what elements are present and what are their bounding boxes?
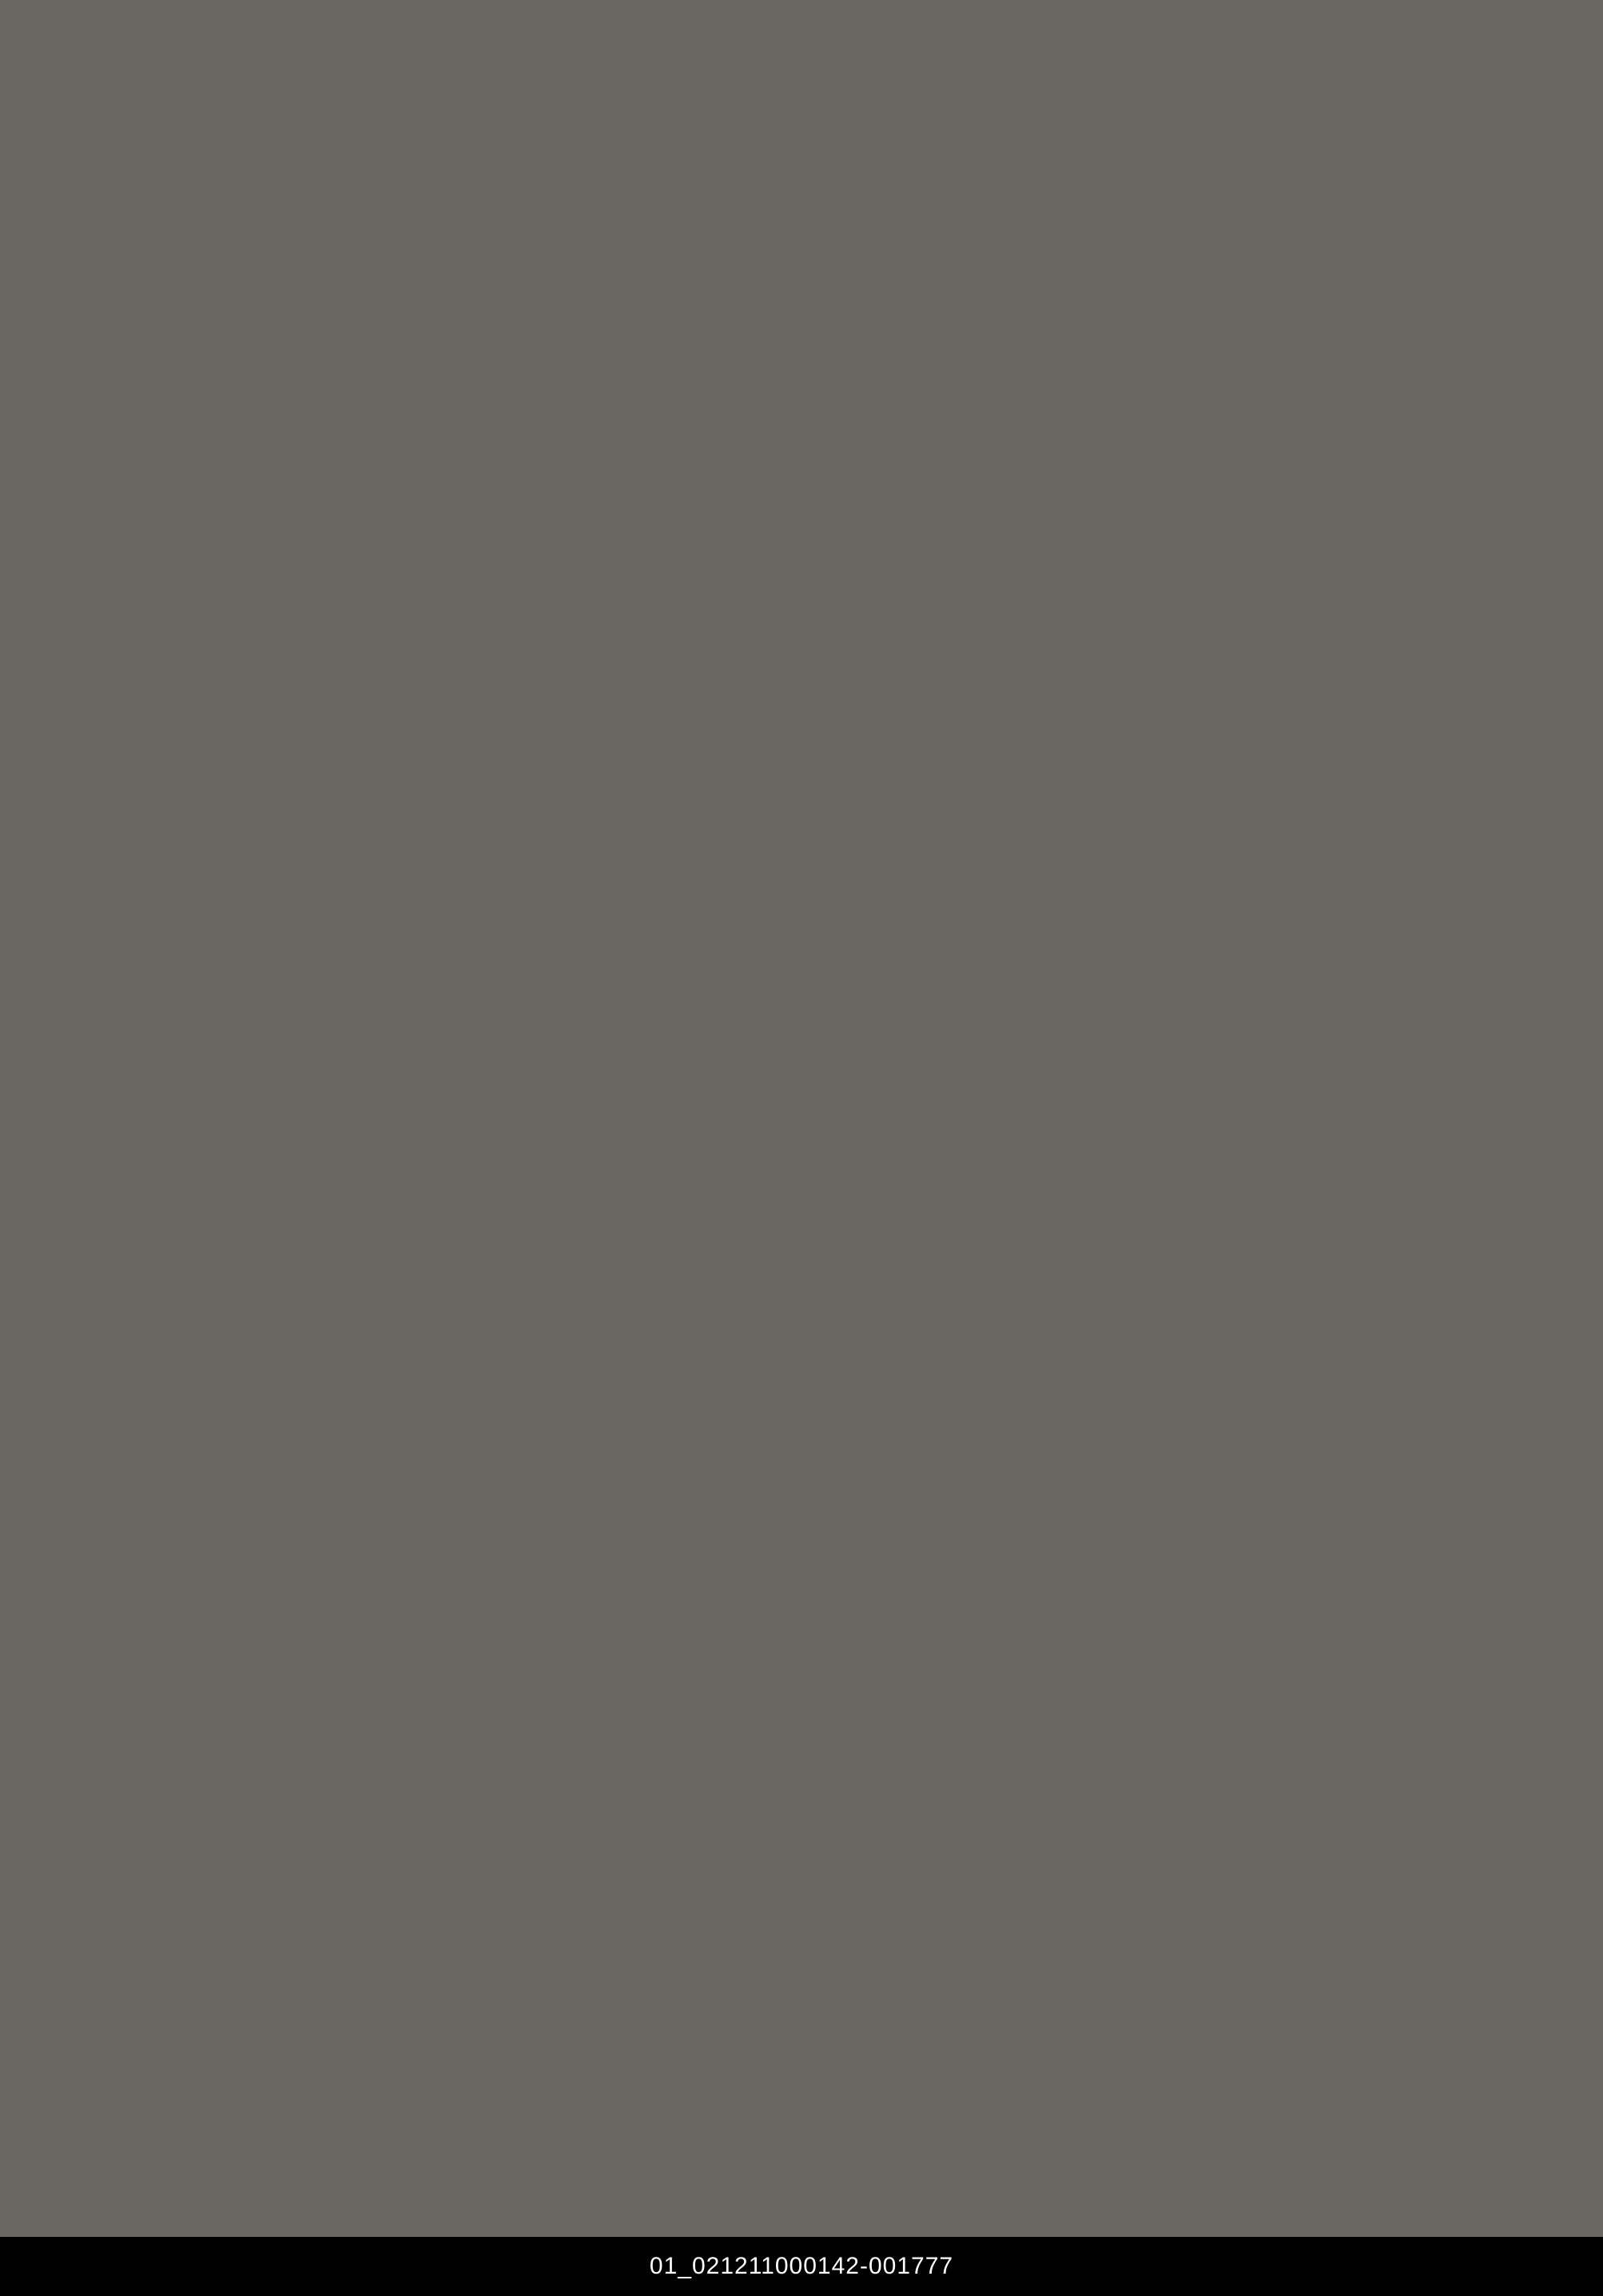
filename-bar <box>0 2237 1603 2296</box>
filename-label: 01_021211000142-001777 <box>649 2253 954 2279</box>
